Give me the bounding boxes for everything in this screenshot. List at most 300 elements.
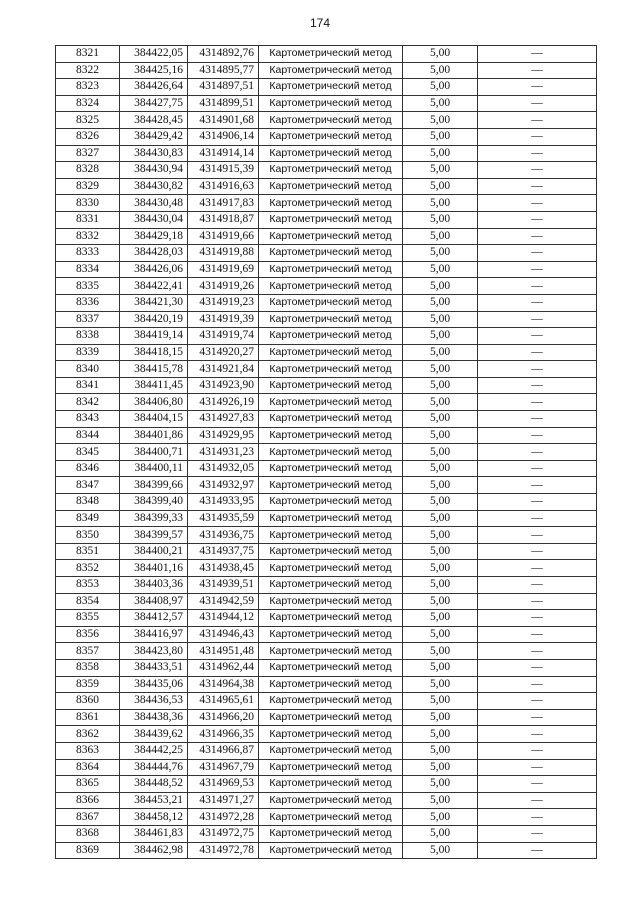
method-cell: Картометрический метод	[259, 527, 403, 544]
point-number-cell: 8348	[56, 494, 120, 511]
note-cell: —	[478, 510, 597, 527]
method-cell: Картометрический метод	[259, 62, 403, 79]
point-number-cell: 8355	[56, 610, 120, 627]
accuracy-cell: 5,00	[403, 79, 478, 96]
x-coordinate-cell: 384423,80	[120, 643, 188, 660]
table-row	[56, 112, 597, 129]
y-coordinate-cell: 4314966,35	[188, 726, 259, 743]
method-cell: Картометрический метод	[259, 79, 403, 96]
note-cell: —	[478, 328, 597, 345]
table-row	[56, 162, 597, 179]
note-cell: —	[478, 145, 597, 162]
point-number-cell: 8353	[56, 577, 120, 594]
method-cell: Картометрический метод	[259, 278, 403, 295]
method-cell: Картометрический метод	[259, 311, 403, 328]
y-coordinate-cell: 4314971,27	[188, 792, 259, 809]
point-number-cell: 8356	[56, 626, 120, 643]
accuracy-cell: 5,00	[403, 742, 478, 759]
point-number-cell: 8337	[56, 311, 120, 328]
method-cell: Картометрический метод	[259, 211, 403, 228]
note-cell: —	[478, 377, 597, 394]
point-number-cell: 8347	[56, 477, 120, 494]
accuracy-cell: 5,00	[403, 195, 478, 212]
note-cell: —	[478, 842, 597, 859]
point-number-cell: 8363	[56, 742, 120, 759]
accuracy-cell: 5,00	[403, 709, 478, 726]
method-cell: Картометрический метод	[259, 577, 403, 594]
table-row	[56, 178, 597, 195]
y-coordinate-cell: 4314919,39	[188, 311, 259, 328]
x-coordinate-cell: 384400,21	[120, 543, 188, 560]
point-number-cell: 8349	[56, 510, 120, 527]
x-coordinate-cell: 384426,06	[120, 261, 188, 278]
x-coordinate-cell: 384430,94	[120, 162, 188, 179]
coordinates-table	[55, 45, 597, 859]
y-coordinate-cell: 4314920,27	[188, 344, 259, 361]
x-coordinate-cell: 384412,57	[120, 610, 188, 627]
table-row	[56, 610, 597, 627]
x-coordinate-cell: 384448,52	[120, 776, 188, 793]
accuracy-cell: 5,00	[403, 726, 478, 743]
y-coordinate-cell: 4314951,48	[188, 643, 259, 660]
note-cell: —	[478, 709, 597, 726]
method-cell: Картометрический метод	[259, 825, 403, 842]
method-cell: Картометрический метод	[259, 560, 403, 577]
point-number-cell: 8341	[56, 377, 120, 394]
point-number-cell: 8358	[56, 659, 120, 676]
point-number-cell: 8325	[56, 112, 120, 129]
accuracy-cell: 5,00	[403, 344, 478, 361]
method-cell: Картометрический метод	[259, 460, 403, 477]
table-row	[56, 278, 597, 295]
y-coordinate-cell: 4314916,63	[188, 178, 259, 195]
x-coordinate-cell: 384415,78	[120, 361, 188, 378]
y-coordinate-cell: 4314936,75	[188, 527, 259, 544]
table-row	[56, 676, 597, 693]
x-coordinate-cell: 384400,71	[120, 444, 188, 461]
table-row	[56, 62, 597, 79]
note-cell: —	[478, 294, 597, 311]
table-row	[56, 709, 597, 726]
x-coordinate-cell: 384427,75	[120, 95, 188, 112]
point-number-cell: 8331	[56, 211, 120, 228]
x-coordinate-cell: 384433,51	[120, 659, 188, 676]
note-cell: —	[478, 444, 597, 461]
y-coordinate-cell: 4314914,14	[188, 145, 259, 162]
accuracy-cell: 5,00	[403, 178, 478, 195]
point-number-cell: 8335	[56, 278, 120, 295]
table-row	[56, 477, 597, 494]
method-cell: Картометрический метод	[259, 394, 403, 411]
y-coordinate-cell: 4314918,87	[188, 211, 259, 228]
point-number-cell: 8330	[56, 195, 120, 212]
x-coordinate-cell: 384400,11	[120, 460, 188, 477]
y-coordinate-cell: 4314919,88	[188, 245, 259, 262]
point-number-cell: 8333	[56, 245, 120, 262]
note-cell: —	[478, 659, 597, 676]
y-coordinate-cell: 4314929,95	[188, 427, 259, 444]
accuracy-cell: 5,00	[403, 427, 478, 444]
method-cell: Картометрический метод	[259, 128, 403, 145]
y-coordinate-cell: 4314933,95	[188, 494, 259, 511]
method-cell: Картометрический метод	[259, 427, 403, 444]
accuracy-cell: 5,00	[403, 377, 478, 394]
x-coordinate-cell: 384439,62	[120, 726, 188, 743]
table-row	[56, 626, 597, 643]
accuracy-cell: 5,00	[403, 842, 478, 859]
note-cell: —	[478, 610, 597, 627]
x-coordinate-cell: 384444,76	[120, 759, 188, 776]
y-coordinate-cell: 4314937,75	[188, 543, 259, 560]
y-coordinate-cell: 4314938,45	[188, 560, 259, 577]
y-coordinate-cell: 4314915,39	[188, 162, 259, 179]
note-cell: —	[478, 560, 597, 577]
method-cell: Картометрический метод	[259, 676, 403, 693]
y-coordinate-cell: 4314906,14	[188, 128, 259, 145]
table-row	[56, 394, 597, 411]
note-cell: —	[478, 361, 597, 378]
x-coordinate-cell: 384418,15	[120, 344, 188, 361]
method-cell: Картометрический метод	[259, 494, 403, 511]
table-row	[56, 411, 597, 428]
y-coordinate-cell: 4314892,76	[188, 46, 259, 63]
accuracy-cell: 5,00	[403, 328, 478, 345]
accuracy-cell: 5,00	[403, 792, 478, 809]
point-number-cell: 8352	[56, 560, 120, 577]
x-coordinate-cell: 384461,83	[120, 825, 188, 842]
x-coordinate-cell: 384419,14	[120, 328, 188, 345]
x-coordinate-cell: 384416,97	[120, 626, 188, 643]
y-coordinate-cell: 4314919,69	[188, 261, 259, 278]
note-cell: —	[478, 427, 597, 444]
y-coordinate-cell: 4314919,26	[188, 278, 259, 295]
table-row	[56, 460, 597, 477]
note-cell: —	[478, 162, 597, 179]
method-cell: Картометрический метод	[259, 510, 403, 527]
table-row	[56, 577, 597, 594]
point-number-cell: 8343	[56, 411, 120, 428]
x-coordinate-cell: 384399,66	[120, 477, 188, 494]
point-number-cell: 8344	[56, 427, 120, 444]
point-number-cell: 8322	[56, 62, 120, 79]
table-row	[56, 842, 597, 859]
point-number-cell: 8354	[56, 593, 120, 610]
y-coordinate-cell: 4314917,83	[188, 195, 259, 212]
method-cell: Картометрический метод	[259, 95, 403, 112]
table-row	[56, 377, 597, 394]
table-row	[56, 427, 597, 444]
note-cell: —	[478, 676, 597, 693]
y-coordinate-cell: 4314919,74	[188, 328, 259, 345]
x-coordinate-cell: 384399,33	[120, 510, 188, 527]
method-cell: Картометрический метод	[259, 411, 403, 428]
method-cell: Картометрический метод	[259, 245, 403, 262]
x-coordinate-cell: 384401,16	[120, 560, 188, 577]
point-number-cell: 8332	[56, 228, 120, 245]
x-coordinate-cell: 384401,86	[120, 427, 188, 444]
method-cell: Картометрический метод	[259, 328, 403, 345]
point-number-cell: 8362	[56, 726, 120, 743]
note-cell: —	[478, 311, 597, 328]
note-cell: —	[478, 278, 597, 295]
x-coordinate-cell: 384404,15	[120, 411, 188, 428]
y-coordinate-cell: 4314942,59	[188, 593, 259, 610]
method-cell: Картометрический метод	[259, 842, 403, 859]
y-coordinate-cell: 4314966,20	[188, 709, 259, 726]
point-number-cell: 8357	[56, 643, 120, 660]
method-cell: Картометрический метод	[259, 444, 403, 461]
method-cell: Картометрический метод	[259, 593, 403, 610]
method-cell: Картометрический метод	[259, 344, 403, 361]
accuracy-cell: 5,00	[403, 759, 478, 776]
method-cell: Картометрический метод	[259, 809, 403, 826]
accuracy-cell: 5,00	[403, 261, 478, 278]
accuracy-cell: 5,00	[403, 460, 478, 477]
accuracy-cell: 5,00	[403, 444, 478, 461]
note-cell: —	[478, 195, 597, 212]
method-cell: Картометрический метод	[259, 178, 403, 195]
accuracy-cell: 5,00	[403, 46, 478, 63]
point-number-cell: 8329	[56, 178, 120, 195]
method-cell: Картометрический метод	[259, 195, 403, 212]
point-number-cell: 8328	[56, 162, 120, 179]
method-cell: Картометрический метод	[259, 693, 403, 710]
note-cell: —	[478, 742, 597, 759]
y-coordinate-cell: 4314962,44	[188, 659, 259, 676]
point-number-cell: 8338	[56, 328, 120, 345]
accuracy-cell: 5,00	[403, 162, 478, 179]
x-coordinate-cell: 384430,82	[120, 178, 188, 195]
x-coordinate-cell: 384426,64	[120, 79, 188, 96]
table-row	[56, 543, 597, 560]
note-cell: —	[478, 79, 597, 96]
table-row	[56, 643, 597, 660]
x-coordinate-cell: 384422,05	[120, 46, 188, 63]
table-row	[56, 95, 597, 112]
x-coordinate-cell: 384408,97	[120, 593, 188, 610]
note-cell: —	[478, 494, 597, 511]
y-coordinate-cell: 4314972,78	[188, 842, 259, 859]
accuracy-cell: 5,00	[403, 311, 478, 328]
table-row	[56, 809, 597, 826]
method-cell: Картометрический метод	[259, 112, 403, 129]
point-number-cell: 8361	[56, 709, 120, 726]
accuracy-cell: 5,00	[403, 560, 478, 577]
note-cell: —	[478, 543, 597, 560]
point-number-cell: 8367	[56, 809, 120, 826]
x-coordinate-cell: 384428,03	[120, 245, 188, 262]
x-coordinate-cell: 384428,45	[120, 112, 188, 129]
point-number-cell: 8368	[56, 825, 120, 842]
x-coordinate-cell: 384435,06	[120, 676, 188, 693]
table-row	[56, 825, 597, 842]
point-number-cell: 8365	[56, 776, 120, 793]
table-row	[56, 776, 597, 793]
accuracy-cell: 5,00	[403, 776, 478, 793]
table-row	[56, 361, 597, 378]
note-cell: —	[478, 776, 597, 793]
point-number-cell: 8360	[56, 693, 120, 710]
accuracy-cell: 5,00	[403, 95, 478, 112]
accuracy-cell: 5,00	[403, 411, 478, 428]
note-cell: —	[478, 211, 597, 228]
y-coordinate-cell: 4314939,51	[188, 577, 259, 594]
y-coordinate-cell: 4314967,79	[188, 759, 259, 776]
point-number-cell: 8351	[56, 543, 120, 560]
table-row	[56, 510, 597, 527]
table-row	[56, 593, 597, 610]
y-coordinate-cell: 4314927,83	[188, 411, 259, 428]
note-cell: —	[478, 825, 597, 842]
y-coordinate-cell: 4314919,66	[188, 228, 259, 245]
table-row	[56, 195, 597, 212]
accuracy-cell: 5,00	[403, 510, 478, 527]
table-row	[56, 46, 597, 63]
accuracy-cell: 5,00	[403, 112, 478, 129]
y-coordinate-cell: 4314921,84	[188, 361, 259, 378]
accuracy-cell: 5,00	[403, 676, 478, 693]
accuracy-cell: 5,00	[403, 577, 478, 594]
x-coordinate-cell: 384399,57	[120, 527, 188, 544]
method-cell: Картометрический метод	[259, 726, 403, 743]
point-number-cell: 8334	[56, 261, 120, 278]
note-cell: —	[478, 477, 597, 494]
x-coordinate-cell: 384429,42	[120, 128, 188, 145]
point-number-cell: 8366	[56, 792, 120, 809]
note-cell: —	[478, 527, 597, 544]
table-row	[56, 328, 597, 345]
y-coordinate-cell: 4314969,53	[188, 776, 259, 793]
point-number-cell: 8346	[56, 460, 120, 477]
y-coordinate-cell: 4314926,19	[188, 394, 259, 411]
accuracy-cell: 5,00	[403, 626, 478, 643]
accuracy-cell: 5,00	[403, 361, 478, 378]
note-cell: —	[478, 759, 597, 776]
x-coordinate-cell: 384429,18	[120, 228, 188, 245]
note-cell: —	[478, 344, 597, 361]
note-cell: —	[478, 245, 597, 262]
method-cell: Картометрический метод	[259, 162, 403, 179]
y-coordinate-cell: 4314901,68	[188, 112, 259, 129]
table-row	[56, 311, 597, 328]
accuracy-cell: 5,00	[403, 809, 478, 826]
method-cell: Картометрический метод	[259, 543, 403, 560]
method-cell: Картометрический метод	[259, 145, 403, 162]
table-row	[56, 693, 597, 710]
x-coordinate-cell: 384425,16	[120, 62, 188, 79]
note-cell: —	[478, 809, 597, 826]
accuracy-cell: 5,00	[403, 62, 478, 79]
point-number-cell: 8336	[56, 294, 120, 311]
y-coordinate-cell: 4314897,51	[188, 79, 259, 96]
note-cell: —	[478, 593, 597, 610]
accuracy-cell: 5,00	[403, 211, 478, 228]
method-cell: Картометрический метод	[259, 659, 403, 676]
point-number-cell: 8364	[56, 759, 120, 776]
table-row	[56, 494, 597, 511]
x-coordinate-cell: 384430,04	[120, 211, 188, 228]
note-cell: —	[478, 411, 597, 428]
note-cell: —	[478, 46, 597, 63]
table-row	[56, 527, 597, 544]
x-coordinate-cell: 384438,36	[120, 709, 188, 726]
accuracy-cell: 5,00	[403, 245, 478, 262]
x-coordinate-cell: 384430,83	[120, 145, 188, 162]
note-cell: —	[478, 261, 597, 278]
x-coordinate-cell: 384453,21	[120, 792, 188, 809]
y-coordinate-cell: 4314899,51	[188, 95, 259, 112]
note-cell: —	[478, 228, 597, 245]
point-number-cell: 8326	[56, 128, 120, 145]
note-cell: —	[478, 112, 597, 129]
y-coordinate-cell: 4314932,97	[188, 477, 259, 494]
table-row	[56, 344, 597, 361]
y-coordinate-cell: 4314919,23	[188, 294, 259, 311]
y-coordinate-cell: 4314972,75	[188, 825, 259, 842]
page-number: 174	[309, 16, 331, 30]
accuracy-cell: 5,00	[403, 825, 478, 842]
point-number-cell: 8345	[56, 444, 120, 461]
method-cell: Картометрический метод	[259, 46, 403, 63]
method-cell: Картометрический метод	[259, 792, 403, 809]
note-cell: —	[478, 95, 597, 112]
accuracy-cell: 5,00	[403, 593, 478, 610]
table-row	[56, 759, 597, 776]
note-cell: —	[478, 577, 597, 594]
method-cell: Картометрический метод	[259, 759, 403, 776]
accuracy-cell: 5,00	[403, 693, 478, 710]
method-cell: Картометрический метод	[259, 610, 403, 627]
note-cell: —	[478, 460, 597, 477]
method-cell: Картометрический метод	[259, 776, 403, 793]
y-coordinate-cell: 4314965,61	[188, 693, 259, 710]
accuracy-cell: 5,00	[403, 659, 478, 676]
point-number-cell: 8321	[56, 46, 120, 63]
x-coordinate-cell: 384422,41	[120, 278, 188, 295]
method-cell: Картометрический метод	[259, 643, 403, 660]
y-coordinate-cell: 4314944,12	[188, 610, 259, 627]
method-cell: Картометрический метод	[259, 261, 403, 278]
method-cell: Картометрический метод	[259, 361, 403, 378]
y-coordinate-cell: 4314946,43	[188, 626, 259, 643]
note-cell: —	[478, 726, 597, 743]
y-coordinate-cell: 4314935,59	[188, 510, 259, 527]
point-number-cell: 8340	[56, 361, 120, 378]
point-number-cell: 8339	[56, 344, 120, 361]
x-coordinate-cell: 384399,40	[120, 494, 188, 511]
accuracy-cell: 5,00	[403, 128, 478, 145]
y-coordinate-cell: 4314972,28	[188, 809, 259, 826]
x-coordinate-cell: 384458,12	[120, 809, 188, 826]
note-cell: —	[478, 394, 597, 411]
note-cell: —	[478, 693, 597, 710]
x-coordinate-cell: 384462,98	[120, 842, 188, 859]
y-coordinate-cell: 4314966,87	[188, 742, 259, 759]
method-cell: Картометрический метод	[259, 477, 403, 494]
x-coordinate-cell: 384403,36	[120, 577, 188, 594]
y-coordinate-cell: 4314932,05	[188, 460, 259, 477]
note-cell: —	[478, 792, 597, 809]
x-coordinate-cell: 384430,48	[120, 195, 188, 212]
accuracy-cell: 5,00	[403, 543, 478, 560]
accuracy-cell: 5,00	[403, 278, 478, 295]
point-number-cell: 8350	[56, 527, 120, 544]
y-coordinate-cell: 4314923,90	[188, 377, 259, 394]
accuracy-cell: 5,00	[403, 477, 478, 494]
table-row	[56, 560, 597, 577]
table-row	[56, 659, 597, 676]
accuracy-cell: 5,00	[403, 610, 478, 627]
